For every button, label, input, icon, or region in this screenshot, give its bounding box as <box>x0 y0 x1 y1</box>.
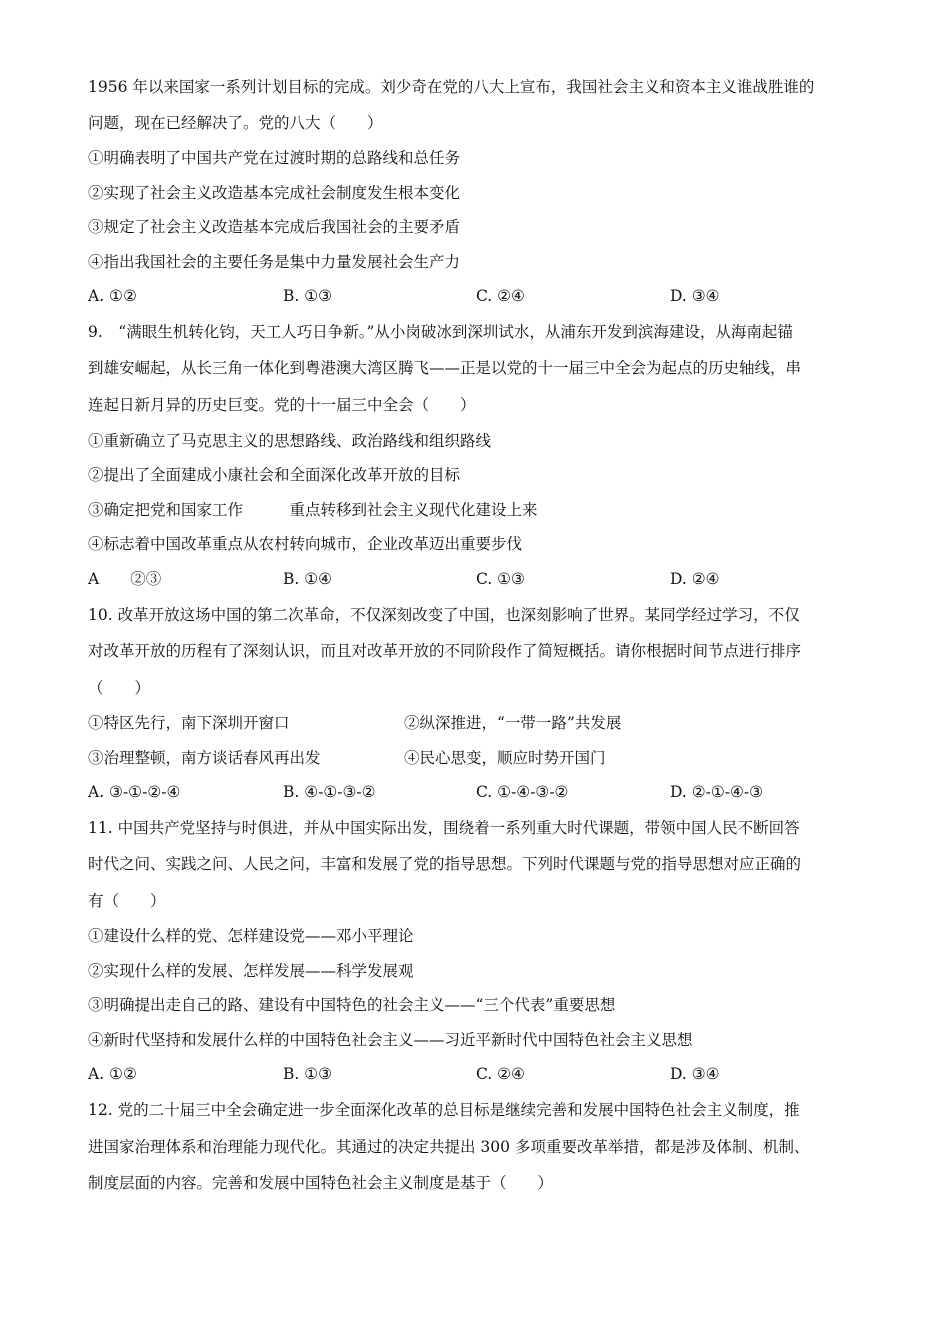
q11-stem-line-1: 11. 中国共产党坚持与时俱进，并从中国实际出发，围绕着一系列重大时代课题，带领中国人民不断回答 <box>88 819 800 837</box>
q10-stem-line-3: （ ） <box>88 679 151 697</box>
q11-option-b[interactable]: B. ①③ <box>283 1065 333 1083</box>
q11-option-d[interactable]: D. ③④ <box>670 1065 720 1083</box>
q8-option-d[interactable]: D. ③④ <box>670 287 720 305</box>
q12-stem-line-3: 制度层面的内容。完善和发展中国特色社会主义制度是基于（ ） <box>88 1174 554 1192</box>
q10-option-a[interactable]: A. ③-①-②-④ <box>88 783 181 801</box>
q9-statement-4: ④标志着中国改革重点从农村转向城市，企业改革迈出重要步伐 <box>88 535 523 553</box>
q12-stem-line-2: 进国家治理体系和治理能力现代化。其通过的决定共提出 300 多项重要改革举措，都是涉及体制、机制、 <box>88 1138 810 1156</box>
q10-statement-2: ②纵深推进，“一带一路”共发展 <box>404 714 622 732</box>
q10-statement-1: ①特区先行，南下深圳开窗口 <box>88 714 290 732</box>
q9-stem-line-2: 到雄安崛起，从长三角一体化到粤港澳大湾区腾飞——正是以党的十一届三中全会为起点的历史轴线，串 <box>88 359 802 377</box>
q8-option-a[interactable]: A. ①② <box>88 287 137 305</box>
q11-statement-4: ④新时代坚持和发展什么样的中国特色社会主义——习近平新时代中国特色社会主义思想 <box>88 1031 693 1049</box>
q9-option-d[interactable]: D. ②④ <box>670 570 720 588</box>
q9-stem-line-3: 连起日新月异的历史巨变。党的十一届三中全会（ ） <box>88 396 476 414</box>
q8-option-c[interactable]: C. ②④ <box>476 287 525 305</box>
q8-statement-1: ①明确表明了中国共产党在过渡时期的总路线和总任务 <box>88 149 461 167</box>
q9-option-b[interactable]: B. ①④ <box>283 570 333 588</box>
q10-stem-line-1: 10. 改革开放这场中国的第二次革命，不仅深刻改变了中国，也深刻影响了世界。某同学经过学习，不仅 <box>88 606 800 624</box>
q8-stem-line-2: 问题，现在已经解决了。党的八大（ ） <box>88 114 383 132</box>
q11-statement-3: ③明确提出走自己的路、建设有中国特色的社会主义——“三个代表”重要思想 <box>88 996 616 1014</box>
q9-option-c[interactable]: C. ①③ <box>476 570 525 588</box>
q11-option-c[interactable]: C. ②④ <box>476 1065 525 1083</box>
q10-option-d[interactable]: D. ②-①-④-③ <box>670 783 764 801</box>
q10-option-b[interactable]: B. ④-①-③-② <box>283 783 376 801</box>
q8-statement-3: ③规定了社会主义改造基本完成后我国社会的主要矛盾 <box>88 218 461 236</box>
q10-statement-3: ③治理整顿，南方谈话春风再出发 <box>88 749 321 767</box>
q11-stem-line-3: 有（ ） <box>88 892 166 910</box>
q8-statement-4: ④指出我国社会的主要任务是集中力量发展社会生产力 <box>88 253 461 271</box>
q11-stem-line-2: 时代之问、实践之问、人民之问，丰富和发展了党的指导思想。下列时代课题与党的指导思想对应正确的 <box>88 855 802 873</box>
q9-statement-1: ①重新确立了马克思主义的思想路线、政治路线和组织路线 <box>88 432 492 450</box>
q9-option-a[interactable]: A ②③ <box>88 570 162 588</box>
q9-statement-2: ②提出了全面建成小康社会和全面深化改革开放的目标 <box>88 466 461 484</box>
q8-option-b[interactable]: B. ①③ <box>283 287 333 305</box>
q10-stem-line-2: 对改革开放的历程有了深刻认识，而且对改革开放的不同阶段作了简短概括。请你根据时间节点进行排序 <box>88 642 802 660</box>
q10-statement-4: ④民心思变，顺应时势开国门 <box>404 749 606 767</box>
q9-stem-line-1: 9. “满眼生机转化钧，天工人巧日争新。”从小岗破冰到深圳试水，从浦东开发到滨海建设，从海南起锚 <box>88 323 793 341</box>
q11-option-a[interactable]: A. ①② <box>88 1065 137 1083</box>
q8-stem-line-1: 1956 年以来国家一系列计划目标的完成。刘少奇在党的八大上宣布，我国社会主义和资本主义谁战胜谁的 <box>88 78 815 96</box>
q12-stem-line-1: 12. 党的二十届三中全会确定进一步全面深化改革的总目标是继续完善和发展中国特色社会主义制度，推 <box>88 1101 800 1119</box>
q8-statement-2: ②实现了社会主义改造基本完成社会制度发生根本变化 <box>88 184 461 202</box>
q10-option-c[interactable]: C. ①-④-③-② <box>476 783 569 801</box>
q11-statement-1: ①建设什么样的党、怎样建设党——邓小平理论 <box>88 927 414 945</box>
q9-statement-3: ③确定把党和国家工作 重点转移到社会主义现代化建设上来 <box>88 501 538 519</box>
q11-statement-2: ②实现什么样的发展、怎样发展——科学发展观 <box>88 962 414 980</box>
